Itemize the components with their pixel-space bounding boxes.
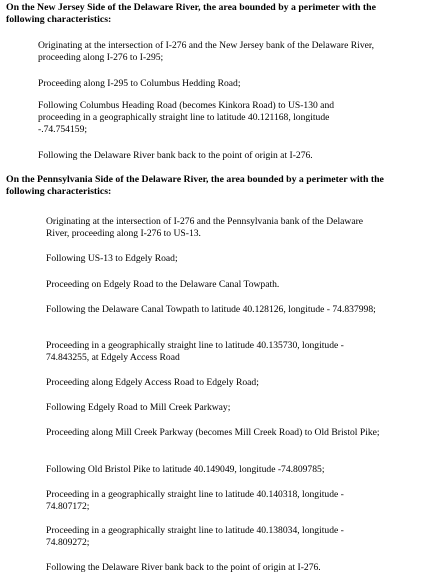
pa-paragraph-10: Proceeding in a geographically straight line to latitude 40.140318, longitude - 74.807172; [46,489,344,512]
pa-paragraph-6: Proceeding along Edgely Access Road to Edgely Road; [46,377,259,388]
pa-paragraph-1: Originating at the intersection of I-276 and the Pennsylvania bank of the Delaware River, proceeding along I-276 to US-13. [46,216,364,239]
pa-paragraph-11: Proceeding in a geographically straight line to latitude 40.138034, longitude - 74.809272; [46,525,344,548]
pa-paragraph-8: Proceeding along Mill Creek Parkway (becomes Mill Creek Road) to Old Bristol Pike; [46,427,380,438]
pa-paragraph-4: Following the Delaware Canal Towpath to latitude 40.128126, longitude - 74.837998; [46,304,376,315]
pa-paragraph-5: Proceeding in a geographically straight line to latitude 40.135730, longitude - 74.843255, at Edgely Access Road [46,340,344,363]
pa-paragraph-12: Following the Delaware River bank back to the point of origin at I-276. [46,562,321,573]
pa-paragraph-9: Following Old Bristol Pike to latitude 40.149049, longitude -74.809785; [46,464,325,475]
nj-paragraph-1: Originating at the intersection of I-276 and the New Jersey bank of the Delaware River, proceeding along I-276 to I-295; [38,40,375,63]
pa-paragraph-3: Proceeding on Edgely Road to the Delaware Canal Towpath. [46,279,280,290]
pa-paragraph-7: Following Edgely Road to Mill Creek Parkway; [46,402,231,413]
nj-paragraph-2: Proceeding along I-295 to Columbus Hedding Road; [38,78,241,89]
nj-paragraph-4: Following the Delaware River bank back to the point of origin at I-276. [38,150,313,161]
pa-paragraph-2: Following US-13 to Edgely Road; [46,253,178,264]
pa-section-heading: On the Pennsylvania Side of the Delaware River, the area bounded by a perimeter with the following characteristics: [6,174,384,197]
nj-section-heading: On the New Jersey Side of the Delaware River, the area bounded by a perimeter with the following characteristics: [6,2,376,25]
nj-paragraph-3: Following Columbus Heading Road (becomes Kinkora Road) to US-130 and proceeding in a geographically straight line to latitude 40.121168, longitude -.74.754159; [38,100,335,135]
